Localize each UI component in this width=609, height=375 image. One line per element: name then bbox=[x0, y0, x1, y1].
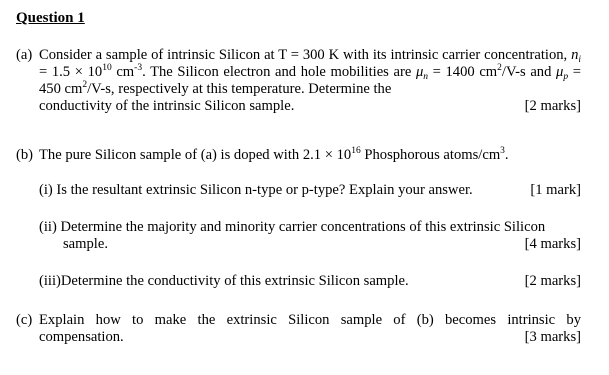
part-a bbox=[16, 47, 581, 115]
part-a-text-2: = 1.5 × 10 bbox=[39, 64, 103, 80]
exponent-2-second: 2 bbox=[82, 80, 88, 90]
part-b-iii-text: (iii)Determine the conductivity of this extrinsic Silicon sample. bbox=[39, 273, 409, 289]
part-a-text-8: /V-s, respectively at this temperature. Determine the bbox=[87, 81, 392, 97]
part-a-last-text: conductivity of the intrinsic Silicon sample. bbox=[39, 98, 295, 114]
part-b-text-1: The pure Silicon sample of (a) is doped with 2.1 × 10 bbox=[39, 147, 352, 163]
part-a-label: (a) bbox=[16, 47, 33, 63]
mu-n-subscript: n bbox=[423, 72, 429, 82]
part-b-ii-line2-row bbox=[39, 236, 581, 253]
part-b-iii-marks: [2 marks] bbox=[524, 273, 581, 289]
exponent-neg3: -3 bbox=[134, 63, 143, 73]
mu-p-symbol: μ bbox=[556, 64, 564, 80]
part-b-label: (b) bbox=[16, 147, 34, 163]
part-a-text-3: cm bbox=[111, 64, 135, 80]
part-b-iii bbox=[39, 273, 581, 290]
part-a-text-6: /V-s and bbox=[501, 64, 557, 80]
part-b-i bbox=[39, 182, 581, 199]
part-b-ii-marks: [4 marks] bbox=[524, 236, 581, 252]
part-b-i-marks: [1 mark] bbox=[530, 182, 581, 198]
ni-variable: n bbox=[571, 47, 579, 63]
part-b-ii bbox=[39, 219, 581, 253]
mu-p-subscript: p bbox=[563, 72, 569, 82]
part-c bbox=[16, 312, 581, 346]
part-b-i-text: (i) Is the resultant extrinsic Silicon n-type or p-type? Explain your answer. bbox=[39, 182, 473, 198]
part-c-marks: [3 marks] bbox=[524, 329, 581, 345]
exponent-10: 10 bbox=[102, 63, 112, 73]
part-a-text-7: = 450 cm bbox=[39, 64, 581, 97]
exponent-16: 16 bbox=[351, 146, 361, 156]
ni-subscript: i bbox=[578, 55, 581, 65]
part-a-text-5: = 1400 cm bbox=[428, 64, 498, 80]
part-c-line2-row bbox=[39, 329, 581, 346]
part-a-last-line bbox=[39, 98, 581, 115]
part-c-line1: Explain how to make the extrinsic Silicon sample of (b) becomes intrinsic by bbox=[39, 312, 581, 328]
part-b-text bbox=[39, 147, 581, 164]
part-c-label: (c) bbox=[16, 312, 33, 328]
part-b-ii-line1: (ii) Determine the majority and minority carrier concentrations of this extrinsic Silicon bbox=[39, 219, 546, 235]
part-a-marks: [2 marks] bbox=[524, 98, 581, 114]
exponent-2-first: 2 bbox=[497, 63, 502, 73]
part-c-text bbox=[39, 312, 581, 346]
exponent-3: 3 bbox=[500, 146, 505, 156]
part-a-text bbox=[39, 47, 581, 115]
part-b-text-3: . bbox=[504, 147, 509, 163]
part-a-text-4: . The Silicon electron and hole mobilities are bbox=[142, 64, 416, 80]
part-b-ii-line2: sample. bbox=[63, 236, 108, 252]
mu-n-symbol: μ bbox=[415, 64, 424, 80]
part-b-text-2: Phosphorous atoms/cm bbox=[360, 147, 501, 163]
part-c-line2: compensation. bbox=[39, 329, 124, 345]
part-a-text-1: Consider a sample of intrinsic Silicon at T = 300 K with its intrinsic carrier concentration, bbox=[39, 47, 572, 63]
question-title: Question 1 bbox=[16, 10, 85, 26]
part-b bbox=[16, 147, 581, 164]
